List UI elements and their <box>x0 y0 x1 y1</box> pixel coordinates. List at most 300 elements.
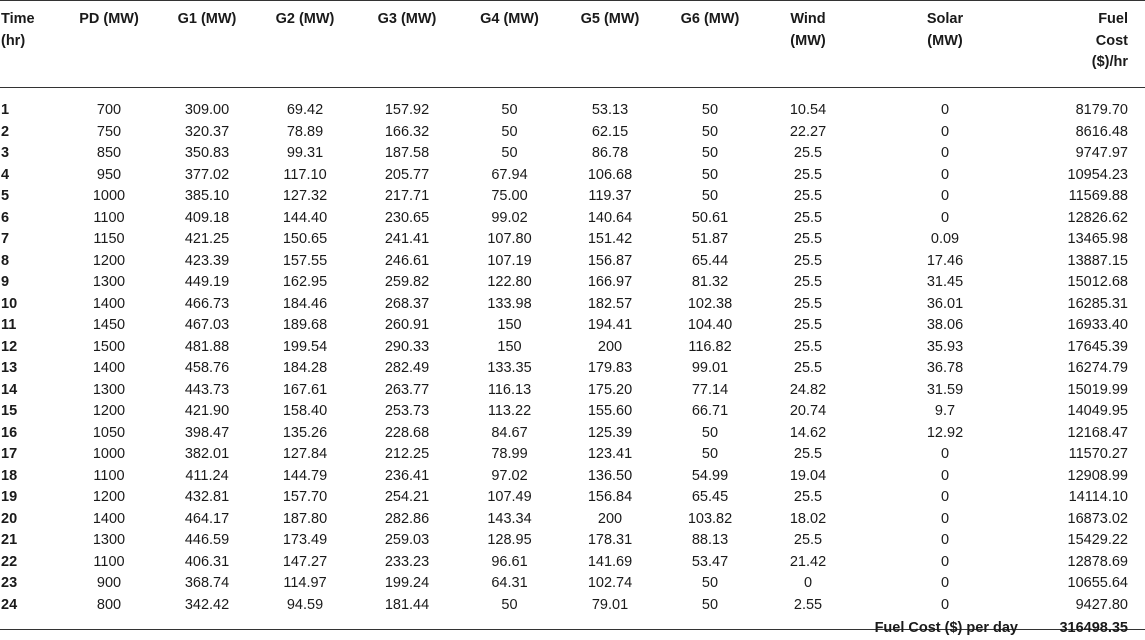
cell-fuel-cost: 11569.88 <box>1068 188 1128 204</box>
cell-fuel-cost: 12878.69 <box>1067 553 1128 570</box>
column-header-g2 <box>256 0 354 97</box>
cell-g3: 290.33 <box>384 338 430 355</box>
cell-time: 5 <box>1 188 10 204</box>
cell-g4: 113.22 <box>487 403 532 419</box>
column-header-solar <box>857 0 1033 97</box>
cell-g3: 282.86 <box>384 510 430 527</box>
cell-g4: 99.02 <box>491 209 528 226</box>
header-line: G3 (MW) <box>377 11 437 27</box>
table-row <box>0 229 1145 251</box>
table-row <box>0 380 1145 402</box>
cell-time: 9 <box>1 274 10 290</box>
cell-g4: 67.94 <box>491 166 528 183</box>
cell-g4: 150 <box>497 317 522 333</box>
cell-wind: 19.04 <box>789 467 827 484</box>
cell-time: 14 <box>1 381 18 398</box>
header-line: Cost <box>1095 32 1128 49</box>
cell-g1: 320.37 <box>184 123 230 140</box>
cell-g3: 253.73 <box>384 403 430 419</box>
cell-g3: 259.82 <box>384 274 430 290</box>
column-header-g6 <box>661 0 759 97</box>
cell-g5: 141.69 <box>587 553 633 570</box>
cell-g3: 157.92 <box>384 102 430 118</box>
table-row <box>0 272 1145 294</box>
cell-fuel-cost: 10954.23 <box>1067 166 1128 183</box>
cell-wind: 18.02 <box>789 510 827 527</box>
cell-g2: 184.46 <box>282 295 328 312</box>
cell-g3: 282.49 <box>384 360 430 376</box>
cell-time: 13 <box>1 360 18 376</box>
cell-pd: 1100 <box>93 209 125 226</box>
header-line: ($)/hr <box>1091 54 1128 70</box>
cell-g1: 443.73 <box>184 381 230 398</box>
cell-g6: 50 <box>701 166 719 183</box>
header-line: Fuel <box>1098 11 1128 27</box>
header-line: (MW) <box>790 32 826 49</box>
cell-g6: 50 <box>701 446 719 462</box>
cell-g6: 66.71 <box>691 403 729 419</box>
cell-time: 11 <box>1 317 17 333</box>
cell-wind: 25.5 <box>793 274 823 290</box>
total-value: 316498.35 <box>1059 620 1128 636</box>
cell-g4: 122.80 <box>487 274 532 290</box>
cell-g6: 50 <box>701 575 719 591</box>
column-header-time <box>0 0 60 97</box>
cell-solar: 0 <box>940 489 950 505</box>
cell-g4: 50 <box>501 123 518 140</box>
cell-g5: 102.74 <box>587 575 633 591</box>
cell-g5: 140.64 <box>587 209 633 226</box>
cell-g2: 94.59 <box>286 596 324 613</box>
column-header-fuel-cost <box>1033 0 1145 97</box>
cell-g3: 212.25 <box>384 446 430 462</box>
table-row <box>0 294 1145 316</box>
cell-g4: 96.61 <box>491 553 528 570</box>
cell-pd: 1150 <box>93 231 125 247</box>
cell-g2: 189.68 <box>282 317 328 333</box>
table-row <box>0 552 1145 574</box>
cell-g5: 119.37 <box>588 188 632 204</box>
cell-g3: 246.61 <box>384 252 430 269</box>
table-row <box>0 358 1145 380</box>
cell-g2: 114.97 <box>283 575 327 591</box>
cell-fuel-cost: 12168.47 <box>1067 424 1128 441</box>
table-row <box>0 337 1145 359</box>
cell-fuel-cost: 8616.48 <box>1075 123 1128 140</box>
cell-pd: 1200 <box>92 489 126 505</box>
cell-g4: 75.00 <box>491 188 528 204</box>
cell-g3: 228.68 <box>384 424 430 441</box>
cell-pd: 1200 <box>92 403 126 419</box>
cell-time: 1 <box>1 102 10 118</box>
table-header <box>0 0 1145 97</box>
cell-fuel-cost: 15019.99 <box>1067 381 1128 398</box>
header-line: PD (MW) <box>79 11 139 27</box>
cell-g3: 187.58 <box>384 145 430 161</box>
total-row <box>0 616 1145 640</box>
cell-g4: 150 <box>497 338 522 355</box>
cell-solar: 17.46 <box>926 252 964 269</box>
cell-pd: 800 <box>96 596 122 613</box>
cell-fuel-cost: 8179.70 <box>1075 102 1128 118</box>
cell-fuel-cost: 9427.80 <box>1075 596 1128 613</box>
cell-g2: 117.10 <box>283 166 327 183</box>
cell-wind: 25.5 <box>793 338 823 355</box>
cell-wind: 25.5 <box>793 295 823 312</box>
cell-g3: 181.44 <box>384 596 430 613</box>
cell-g2: 187.80 <box>282 510 328 527</box>
cell-solar: 0 <box>940 532 950 548</box>
cell-fuel-cost: 16933.40 <box>1067 317 1128 333</box>
cell-fuel-cost: 9747.97 <box>1075 145 1128 161</box>
cell-solar: 0 <box>940 123 950 140</box>
cell-wind: 25.5 <box>793 446 823 462</box>
cell-g1: 409.18 <box>184 209 230 226</box>
cell-g3: 236.41 <box>384 467 430 484</box>
cell-solar: 0 <box>940 596 950 613</box>
cell-fuel-cost: 13887.15 <box>1067 252 1128 269</box>
cell-g5: 86.78 <box>591 145 629 161</box>
cell-g5: 178.31 <box>587 532 633 548</box>
cell-solar: 12.92 <box>926 424 964 441</box>
cell-pd: 1300 <box>92 381 126 398</box>
cell-g4: 128.95 <box>487 532 532 548</box>
cell-g5: 182.57 <box>587 295 633 312</box>
cell-fuel-cost: 17645.39 <box>1067 338 1128 355</box>
column-header-pd <box>60 0 158 97</box>
cell-g5: 166.97 <box>587 274 633 290</box>
cell-g5: 155.60 <box>587 403 633 419</box>
cell-pd: 1450 <box>92 317 126 333</box>
table-row <box>0 509 1145 531</box>
cell-g5: 136.50 <box>587 467 633 484</box>
table-row <box>0 186 1145 208</box>
cell-g2: 69.42 <box>286 102 324 118</box>
cell-g4: 107.49 <box>487 489 532 505</box>
header-line: Time <box>1 11 35 27</box>
cell-solar: 38.06 <box>926 317 964 333</box>
cell-g6: 50 <box>701 424 719 441</box>
cell-solar: 31.45 <box>926 274 964 290</box>
cell-wind: 0 <box>803 575 813 591</box>
table-row <box>0 251 1145 273</box>
cell-g4: 133.35 <box>487 360 532 376</box>
cell-g3: 254.21 <box>384 489 430 505</box>
cell-g1: 449.19 <box>184 274 230 290</box>
cell-fuel-cost: 13465.98 <box>1067 231 1128 247</box>
cell-wind: 20.74 <box>789 403 827 419</box>
cell-solar: 36.78 <box>926 360 964 376</box>
cell-g6: 77.14 <box>691 381 729 398</box>
cell-pd: 1000 <box>92 446 126 462</box>
cell-g4: 107.80 <box>487 231 532 247</box>
table-row <box>0 466 1145 488</box>
cell-time: 19 <box>1 489 18 505</box>
cell-wind: 14.62 <box>789 424 827 441</box>
cell-solar: 9.7 <box>934 403 956 419</box>
cell-wind: 25.5 <box>793 145 823 161</box>
cell-wind: 25.5 <box>793 489 823 505</box>
cell-g6: 50 <box>701 102 719 118</box>
table-row <box>0 208 1145 230</box>
cell-fuel-cost: 12826.62 <box>1067 209 1128 226</box>
cell-g6: 50 <box>701 145 719 161</box>
table-row <box>0 573 1145 595</box>
cell-g6: 65.45 <box>691 489 729 505</box>
cell-time: 16 <box>1 424 18 441</box>
cell-g1: 342.42 <box>184 596 230 613</box>
table-row <box>0 530 1145 552</box>
cell-pd: 1100 <box>93 553 125 570</box>
header-line: G6 (MW) <box>680 11 740 27</box>
cell-wind: 25.5 <box>793 360 823 376</box>
table-row <box>0 401 1145 423</box>
cell-g1: 368.74 <box>184 575 230 591</box>
cell-g1: 446.59 <box>184 532 230 548</box>
table-row <box>0 315 1145 337</box>
cell-g1: 398.47 <box>184 424 230 441</box>
cell-g6: 50 <box>701 123 719 140</box>
cell-g5: 106.68 <box>587 166 633 183</box>
cell-g5: 156.84 <box>587 489 633 505</box>
cell-wind: 25.5 <box>793 231 823 247</box>
cell-g4: 50 <box>501 596 518 613</box>
cell-fuel-cost: 14049.95 <box>1067 403 1128 419</box>
header-line: G5 (MW) <box>580 11 640 27</box>
cell-fuel-cost: 14114.10 <box>1068 489 1128 505</box>
cell-time: 4 <box>1 166 10 183</box>
cell-g2: 162.95 <box>282 274 328 290</box>
cell-g5: 175.20 <box>587 381 633 398</box>
cell-g3: 205.77 <box>384 166 430 183</box>
cell-g3: 260.91 <box>384 317 430 333</box>
cell-time: 7 <box>1 231 10 247</box>
cell-time: 20 <box>1 510 18 527</box>
cell-g6: 50 <box>701 596 719 613</box>
cell-solar: 0 <box>940 209 950 226</box>
cell-g2: 157.55 <box>282 252 328 269</box>
column-header-g3 <box>354 0 460 97</box>
cell-g4: 84.67 <box>491 424 528 441</box>
cell-time: 17 <box>1 446 18 462</box>
cell-pd: 850 <box>96 145 122 161</box>
cell-g2: 78.89 <box>286 123 324 140</box>
cell-g2: 144.40 <box>282 209 328 226</box>
cell-g6: 53.47 <box>691 553 729 570</box>
cell-g2: 127.32 <box>282 188 328 204</box>
cell-g5: 156.87 <box>587 252 633 269</box>
cell-time: 21 <box>1 532 18 548</box>
cell-time: 6 <box>1 209 10 226</box>
cell-fuel-cost: 12908.99 <box>1067 467 1128 484</box>
table-row <box>0 165 1145 187</box>
cell-g5: 62.15 <box>591 123 629 140</box>
total-label: Fuel Cost ($) per day <box>874 620 1018 636</box>
cell-g1: 377.02 <box>184 166 230 183</box>
cell-g2: 147.27 <box>282 553 328 570</box>
table-row <box>0 97 1145 122</box>
cell-g3: 268.37 <box>384 295 430 312</box>
cell-pd: 1400 <box>92 510 126 527</box>
cell-wind: 25.5 <box>793 252 823 269</box>
cell-pd: 1100 <box>93 467 125 484</box>
cell-fuel-cost: 10655.64 <box>1067 575 1128 591</box>
cell-g1: 466.73 <box>184 295 230 312</box>
cell-fuel-cost: 16285.31 <box>1067 295 1128 312</box>
cell-g3: 199.24 <box>384 575 430 591</box>
cell-g2: 184.28 <box>282 360 328 376</box>
header-line: (hr) <box>1 32 26 49</box>
cell-solar: 0.09 <box>930 231 960 247</box>
cell-solar: 0 <box>940 166 950 183</box>
cell-g5: 125.39 <box>587 424 633 441</box>
column-header-g4 <box>460 0 559 97</box>
cell-solar: 0 <box>940 102 950 118</box>
cell-wind: 10.54 <box>789 102 827 118</box>
cell-g1: 406.31 <box>184 553 230 570</box>
cell-g1: 421.90 <box>184 403 230 419</box>
cell-g3: 241.41 <box>384 231 430 247</box>
cell-g4: 143.34 <box>487 510 532 527</box>
cell-g3: 230.65 <box>384 209 430 226</box>
cell-g2: 157.70 <box>282 489 328 505</box>
cell-g4: 107.19 <box>487 252 532 269</box>
table-row <box>0 595 1145 617</box>
cell-g5: 79.01 <box>591 596 629 613</box>
column-header-g1 <box>158 0 256 97</box>
cell-g1: 382.01 <box>184 446 230 462</box>
header-line: Wind <box>790 11 826 27</box>
header-line: (MW) <box>927 32 963 49</box>
header-line: G1 (MW) <box>177 11 237 27</box>
cell-g3: 233.23 <box>384 553 430 570</box>
cell-time: 24 <box>1 596 18 613</box>
cell-wind: 24.82 <box>789 381 827 398</box>
cell-solar: 31.59 <box>926 381 964 398</box>
cell-g1: 458.76 <box>184 360 230 376</box>
column-header-g5 <box>559 0 661 97</box>
cell-g3: 263.77 <box>384 381 430 398</box>
cell-pd: 1400 <box>92 360 126 376</box>
cell-wind: 25.5 <box>793 166 823 183</box>
cell-time: 23 <box>1 575 18 591</box>
table-row <box>0 444 1145 466</box>
cell-g6: 50 <box>701 188 719 204</box>
cell-g6: 102.38 <box>687 295 733 312</box>
cell-g3: 217.71 <box>384 188 430 204</box>
cell-g6: 54.99 <box>691 467 729 484</box>
header-row <box>0 0 1145 97</box>
cell-wind: 2.55 <box>793 596 823 613</box>
cell-g5: 200 <box>597 510 623 527</box>
cell-pd: 1500 <box>92 338 126 355</box>
column-header-wind <box>759 0 857 97</box>
cell-time: 8 <box>1 252 10 269</box>
cell-fuel-cost: 16873.02 <box>1067 510 1128 527</box>
cell-time: 15 <box>1 403 18 419</box>
cell-pd: 1000 <box>92 188 126 204</box>
cell-g3: 259.03 <box>384 532 430 548</box>
cell-solar: 36.01 <box>926 295 964 312</box>
cell-g2: 144.79 <box>282 467 328 484</box>
table-row <box>0 423 1145 445</box>
cell-g2: 167.61 <box>282 381 328 398</box>
cell-g1: 385.10 <box>184 188 230 204</box>
cell-g2: 99.31 <box>286 145 324 161</box>
cell-g2: 199.54 <box>282 338 328 355</box>
cell-g1: 421.25 <box>184 231 230 247</box>
cell-time: 12 <box>1 338 18 355</box>
cell-pd: 700 <box>96 102 122 118</box>
cell-fuel-cost: 16274.79 <box>1067 360 1128 376</box>
cell-g5: 123.41 <box>587 446 633 462</box>
cell-pd: 1200 <box>92 252 126 269</box>
cell-g6: 103.82 <box>687 510 733 527</box>
cell-g6: 116.82 <box>688 338 732 355</box>
cell-g4: 50 <box>501 102 518 118</box>
cell-pd: 750 <box>96 123 122 140</box>
cell-g6: 99.01 <box>691 360 729 376</box>
cell-g6: 88.13 <box>691 532 729 548</box>
cell-time: 2 <box>1 123 10 140</box>
cell-g4: 64.31 <box>491 575 528 591</box>
cell-pd: 1300 <box>92 274 126 290</box>
cell-g5: 194.41 <box>587 317 633 333</box>
cell-pd: 1300 <box>92 532 126 548</box>
cell-g2: 127.84 <box>282 446 328 462</box>
cell-solar: 0 <box>940 553 950 570</box>
header-line: G4 (MW) <box>480 11 539 27</box>
cell-g1: 411.24 <box>185 467 229 484</box>
cell-solar: 35.93 <box>926 338 964 355</box>
cell-g4: 78.99 <box>491 446 528 462</box>
cell-wind: 25.5 <box>793 532 823 548</box>
cell-solar: 0 <box>940 467 950 484</box>
cell-time: 22 <box>1 553 18 570</box>
cell-wind: 25.5 <box>793 188 823 204</box>
cell-wind: 21.42 <box>789 553 827 570</box>
table-footer <box>0 616 1145 640</box>
cell-g1: 309.00 <box>184 102 230 118</box>
cell-solar: 0 <box>940 575 950 591</box>
cell-g6: 65.44 <box>691 252 729 269</box>
cell-g5: 151.42 <box>587 231 633 247</box>
cell-g1: 467.03 <box>184 317 230 333</box>
table-row <box>0 143 1145 165</box>
table-row <box>0 122 1145 144</box>
header-line: Solar <box>926 11 964 27</box>
table-body <box>0 97 1145 616</box>
cell-g2: 158.40 <box>282 403 328 419</box>
cell-wind: 25.5 <box>793 317 823 333</box>
cell-g2: 150.65 <box>282 231 328 247</box>
cell-g6: 50.61 <box>691 209 729 226</box>
cell-fuel-cost: 11570.27 <box>1068 446 1128 462</box>
cell-g6: 81.32 <box>691 274 729 290</box>
cell-g1: 464.17 <box>184 510 230 527</box>
cell-solar: 0 <box>940 446 950 462</box>
cell-time: 10 <box>1 295 18 312</box>
cell-g1: 423.39 <box>184 252 230 269</box>
cell-fuel-cost: 15429.22 <box>1067 532 1128 548</box>
cell-g1: 350.83 <box>184 145 230 161</box>
cell-time: 3 <box>1 145 10 161</box>
header-line: G2 (MW) <box>275 11 335 27</box>
cell-g4: 116.13 <box>487 381 532 398</box>
cell-fuel-cost: 15012.68 <box>1067 274 1128 290</box>
cell-g3: 166.32 <box>384 123 430 140</box>
cell-g4: 50 <box>501 145 518 161</box>
